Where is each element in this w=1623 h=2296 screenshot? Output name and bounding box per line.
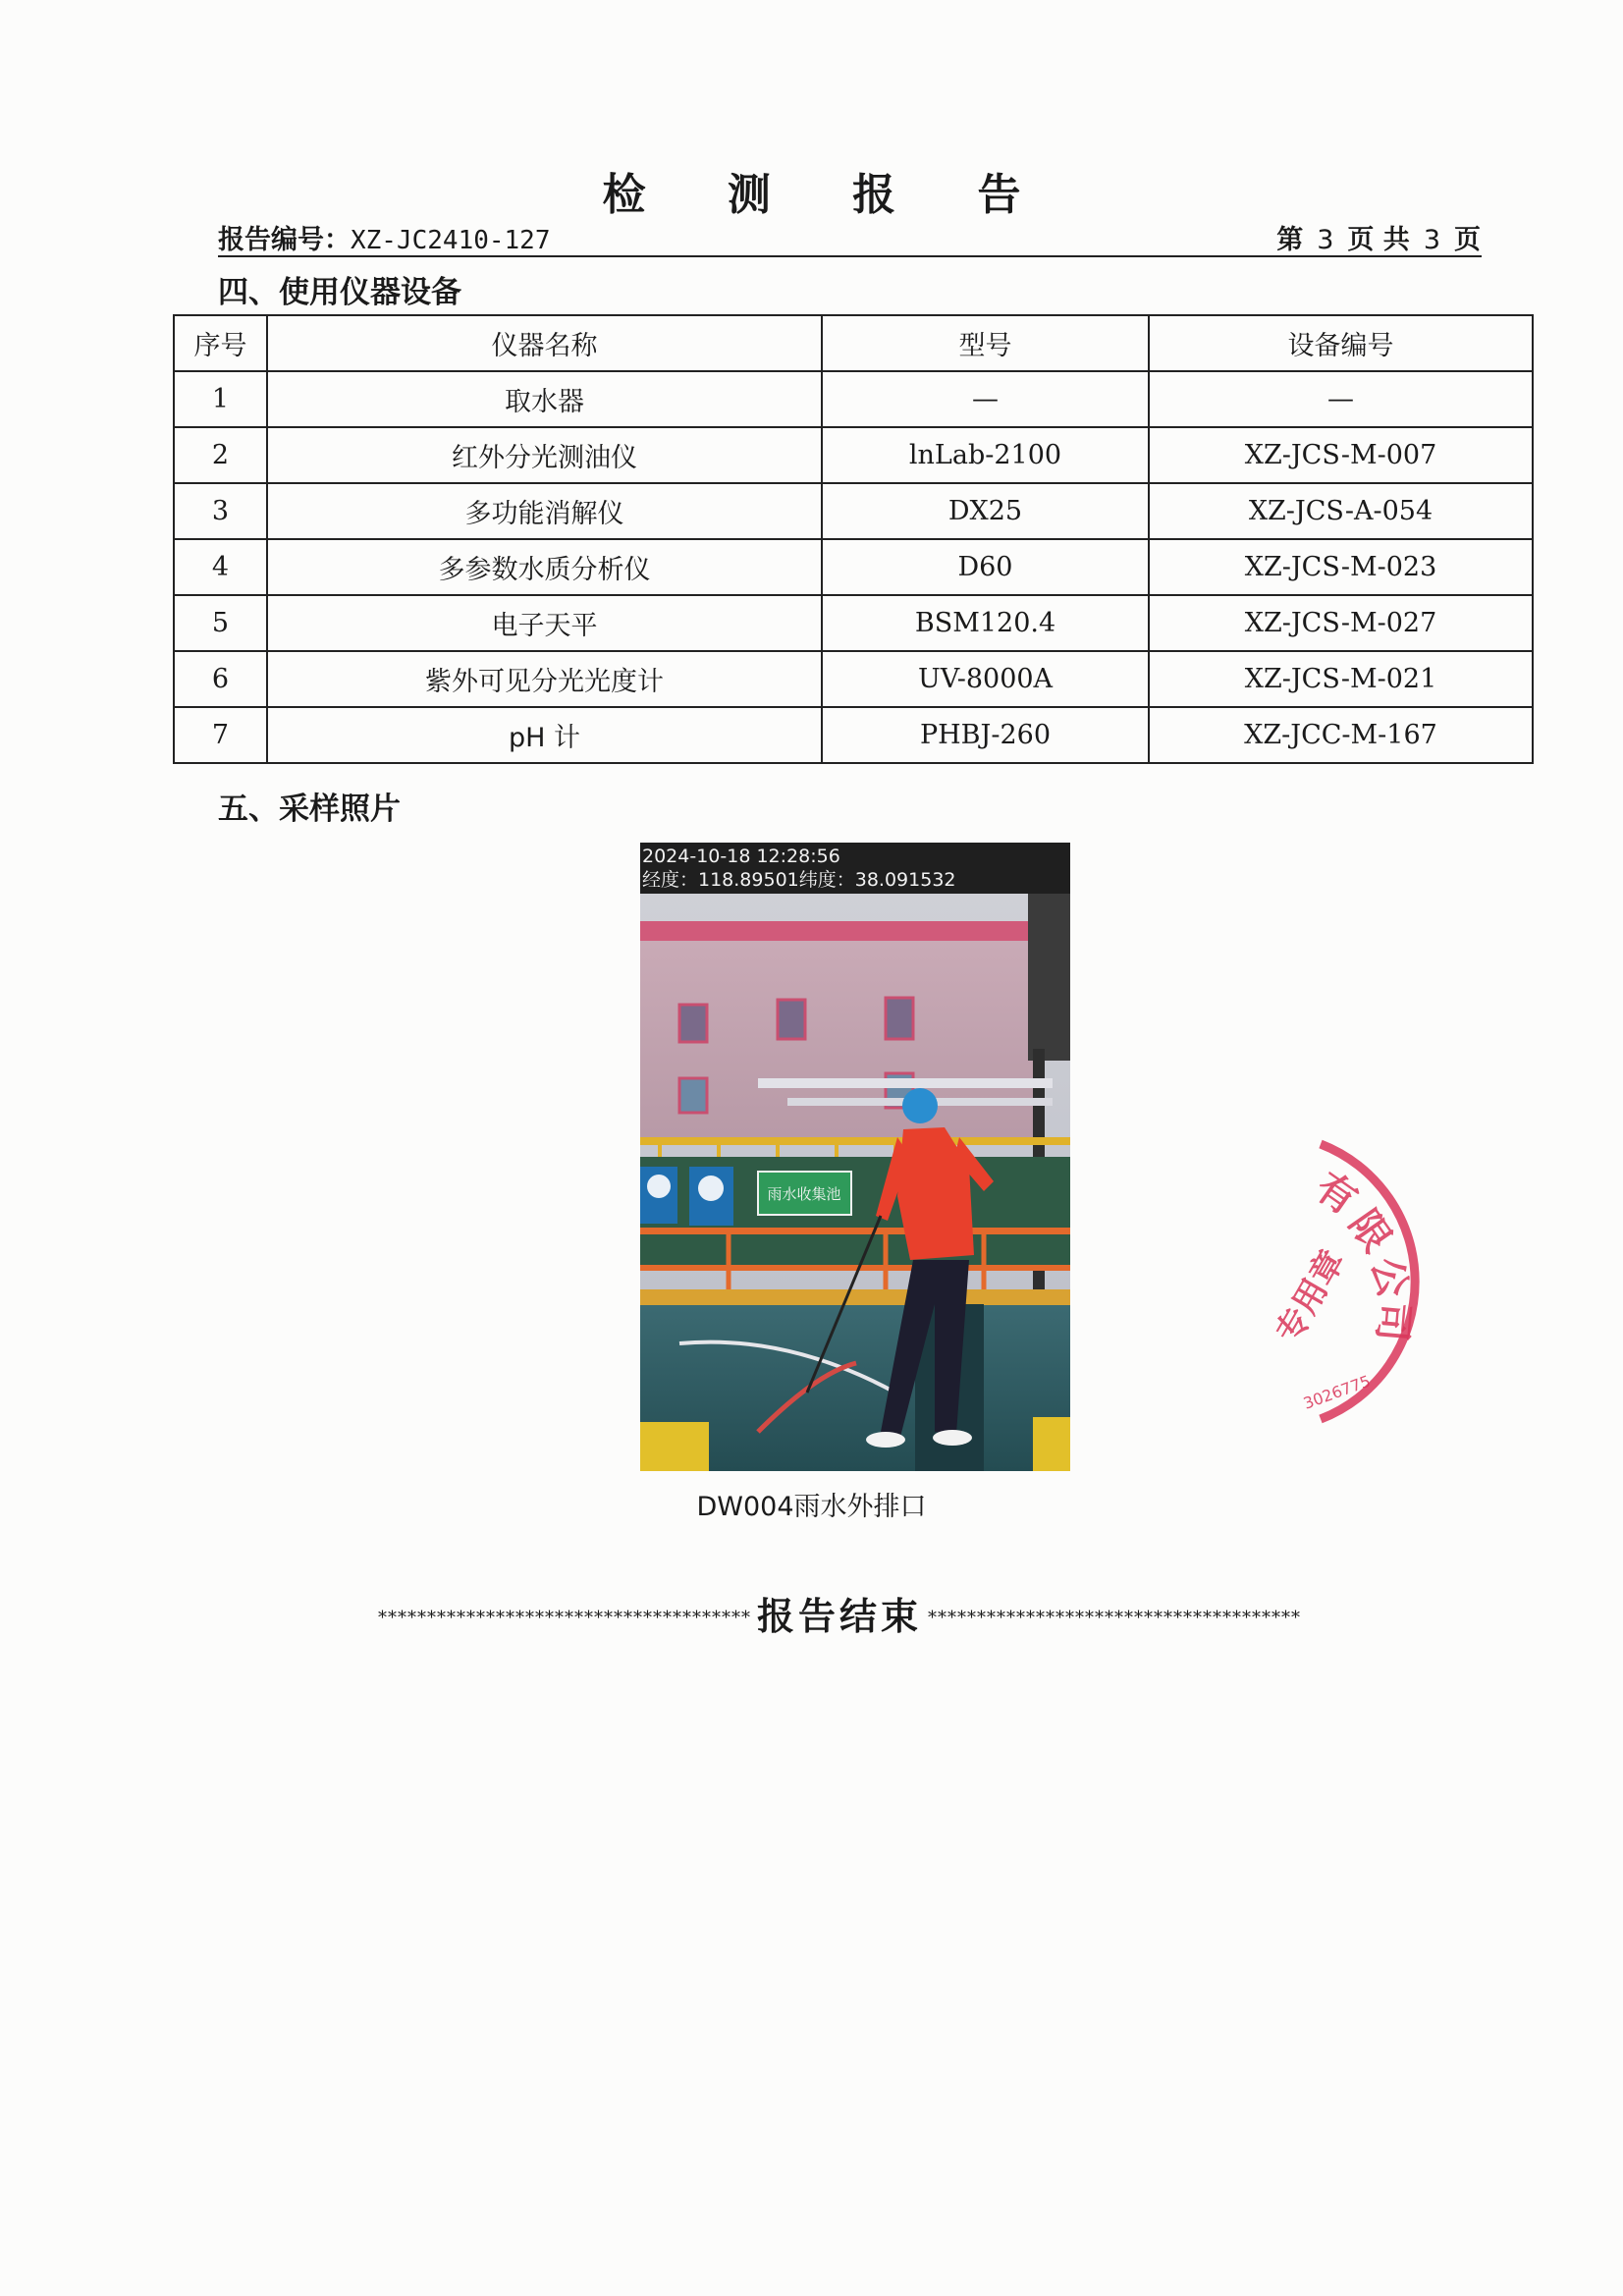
cell-model: lnLab-2100: [822, 427, 1149, 483]
cell-id: XZ-JCS-M-021: [1149, 651, 1533, 707]
page-indicator: [1276, 218, 1481, 256]
svg-text:3026775: 3026775: [1300, 1371, 1374, 1413]
company-seal-stamp: [1269, 1124, 1488, 1439]
col-header-model: 型号: [822, 315, 1149, 371]
svg-text:有: 有: [1307, 1164, 1366, 1225]
cell-no: 5: [174, 595, 267, 651]
cell-id: XZ-JCS-M-007: [1149, 427, 1533, 483]
cell-name: 多功能消解仪: [267, 483, 822, 539]
photo-timestamp: 2024-10-18 12:28:56: [642, 846, 840, 867]
table-row: [174, 427, 1533, 483]
col-header-name: 仪器名称: [267, 315, 822, 371]
page-prefix: 第: [1276, 225, 1304, 255]
cell-no: 4: [174, 539, 267, 595]
cell-no: 3: [174, 483, 267, 539]
photo-caption: DW004雨水外排口: [696, 1492, 927, 1522]
report-end-text: 报告结束: [756, 1595, 922, 1638]
page-mid: 页 共: [1347, 225, 1410, 255]
svg-text:司: 司: [1368, 1300, 1417, 1343]
photo-coordinates: 经度：118.89501纬度：38.091532: [642, 869, 956, 891]
cell-id: XZ-JCS-A-054: [1149, 483, 1533, 539]
equipment-table: [173, 314, 1534, 764]
stars-right: **************************************: [928, 1608, 1301, 1628]
cell-name: 电子天平: [267, 595, 822, 651]
report-title: 检 测 报 告: [602, 170, 1055, 220]
cell-model: D60: [822, 539, 1149, 595]
cell-model: DX25: [822, 483, 1149, 539]
photo-watermark: [640, 843, 1070, 894]
svg-text:专用章: 专用章: [1269, 1243, 1353, 1350]
svg-text:公: 公: [1362, 1252, 1417, 1303]
col-header-no: 序号: [174, 315, 267, 371]
cell-no: 6: [174, 651, 267, 707]
cell-model: —: [822, 371, 1149, 427]
report-number: [218, 218, 551, 256]
report-number-value: XZ-JC2410-127: [351, 226, 551, 255]
table-row: [174, 651, 1533, 707]
cell-id: XZ-JCS-M-023: [1149, 539, 1533, 595]
table-row: [174, 483, 1533, 539]
cell-no: 7: [174, 707, 267, 763]
sampling-photo: [640, 843, 1070, 1471]
sampling-photo-image: [640, 843, 1070, 1471]
cell-no: 2: [174, 427, 267, 483]
table-header-row: [174, 315, 1533, 371]
cell-id: —: [1149, 371, 1533, 427]
cell-model: UV-8000A: [822, 651, 1149, 707]
cell-id: XZ-JCS-M-027: [1149, 595, 1533, 651]
cell-name: 紫外可见分光光度计: [267, 651, 822, 707]
section-equipment-heading: 四、使用仪器设备: [218, 275, 461, 310]
page-suffix: 页: [1454, 225, 1481, 255]
table-row: [174, 707, 1533, 763]
cell-name: pH 计: [267, 707, 822, 763]
svg-text:限: 限: [1339, 1202, 1400, 1261]
cell-model: PHBJ-260: [822, 707, 1149, 763]
page-current: 3: [1317, 225, 1334, 255]
stars-left: **************************************: [377, 1608, 751, 1628]
cell-no: 1: [174, 371, 267, 427]
cell-name: 取水器: [267, 371, 822, 427]
report-number-label: 报告编号：: [218, 225, 351, 255]
section-photo-heading: 五、采样照片: [218, 792, 401, 827]
page-total: 3: [1423, 225, 1440, 255]
cell-model: BSM120.4: [822, 595, 1149, 651]
cell-name: 红外分光测油仪: [267, 427, 822, 483]
report-end-line: [221, 1586, 1458, 1640]
header-rule: [218, 255, 1482, 257]
col-header-id: 设备编号: [1149, 315, 1533, 371]
cell-id: XZ-JCC-M-167: [1149, 707, 1533, 763]
photo-sign-text: 雨水收集池: [767, 1185, 841, 1203]
table-row: [174, 539, 1533, 595]
cell-name: 多参数水质分析仪: [267, 539, 822, 595]
table-row: [174, 371, 1533, 427]
table-row: [174, 595, 1533, 651]
